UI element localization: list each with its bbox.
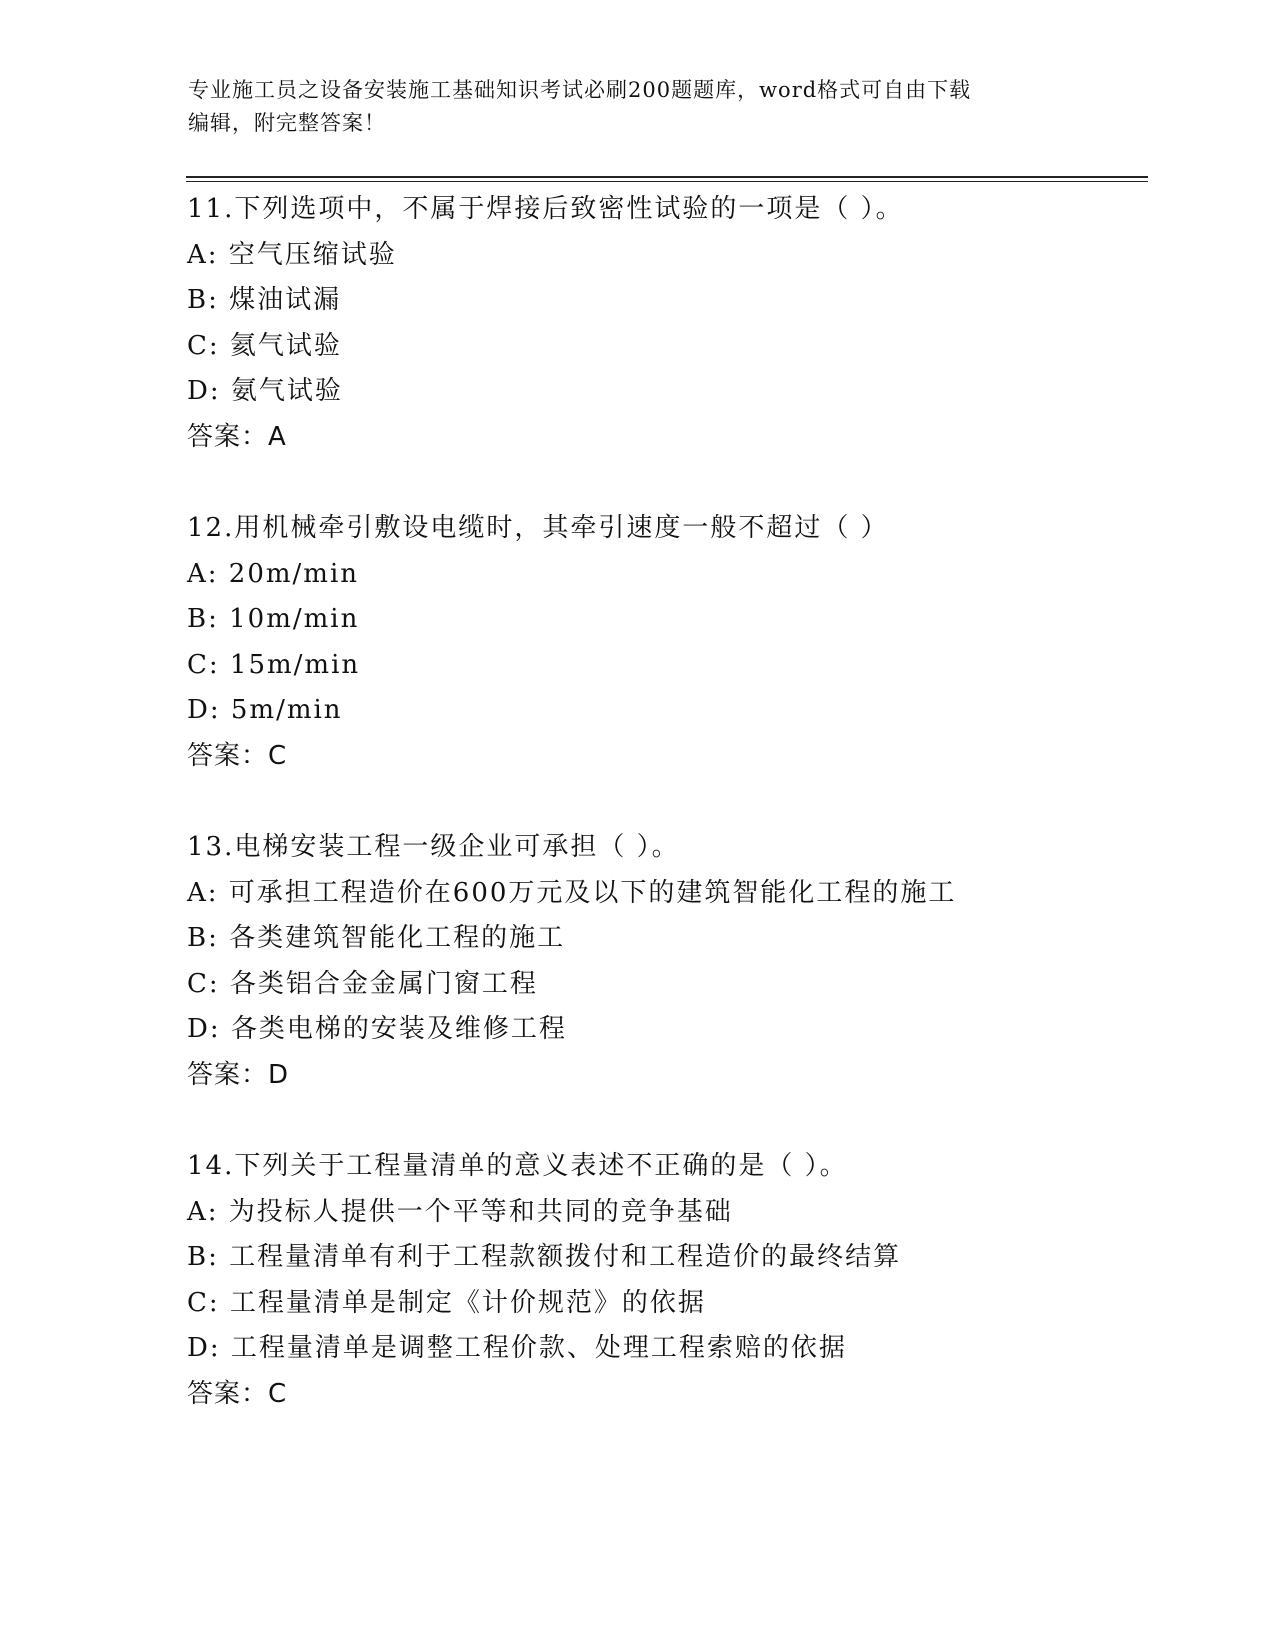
option-c: C: 15m/min xyxy=(187,649,361,680)
header-divider-thin xyxy=(186,181,1148,182)
question-12 xyxy=(187,506,1187,779)
question-stem: 12.用机械牵引敷设电缆时，其牵引速度一般不超过（ ） xyxy=(187,513,889,543)
answer-line: 答案：C xyxy=(187,740,288,771)
option-d: D: 工程量清单是调整工程价款、处理工程索赔的依据 xyxy=(187,1333,847,1363)
question-stem: 14.下列关于工程量清单的意义表述不正确的是（ ）。 xyxy=(187,1151,848,1181)
option-b: B: 工程量清单有利于工程款额拨付和工程造价的最终结算 xyxy=(187,1242,902,1272)
option-b: B: 各类建筑智能化工程的施工 xyxy=(187,923,566,953)
document-header xyxy=(188,74,1068,140)
option-a: A: 空气压缩试验 xyxy=(187,239,397,270)
answer-line: 答案：C xyxy=(187,1378,288,1409)
question-13 xyxy=(187,825,1187,1098)
option-a: A: 为投标人提供一个平等和共同的竞争基础 xyxy=(187,1196,733,1227)
option-b: B: 10m/min xyxy=(187,604,360,634)
option-c: C: 氦气试验 xyxy=(187,330,342,361)
answer-line: 答案：D xyxy=(187,1059,290,1090)
option-d: D: 各类电梯的安装及维修工程 xyxy=(187,1014,567,1044)
option-d: D: 氨气试验 xyxy=(187,376,343,406)
question-14 xyxy=(187,1144,1187,1417)
option-b: B: 煤油试漏 xyxy=(187,285,342,315)
option-a: A: 可承担工程造价在600万元及以下的建筑智能化工程的施工 xyxy=(187,877,957,908)
answer-line: 答案：A xyxy=(187,421,287,452)
question-11 xyxy=(187,187,1187,460)
option-d: D: 5m/min xyxy=(187,695,343,725)
question-stem: 13.电梯安装工程一级企业可承担（ ）。 xyxy=(187,832,680,862)
question-stem: 11.下列选项中，不属于焊接后致密性试验的一项是（ ）。 xyxy=(187,194,904,224)
option-a: A: 20m/min xyxy=(187,558,360,589)
header-divider-thick xyxy=(186,176,1148,178)
header-line-1: 专业施工员之设备安装施工基础知识考试必刷200题题库，word格式可自由下载 xyxy=(188,78,972,102)
header-line-2: 编辑，附完整答案！ xyxy=(188,111,386,135)
option-c: C: 工程量清单是制定《计价规范》的依据 xyxy=(187,1287,706,1318)
option-c: C: 各类铝合金金属门窗工程 xyxy=(187,968,538,999)
